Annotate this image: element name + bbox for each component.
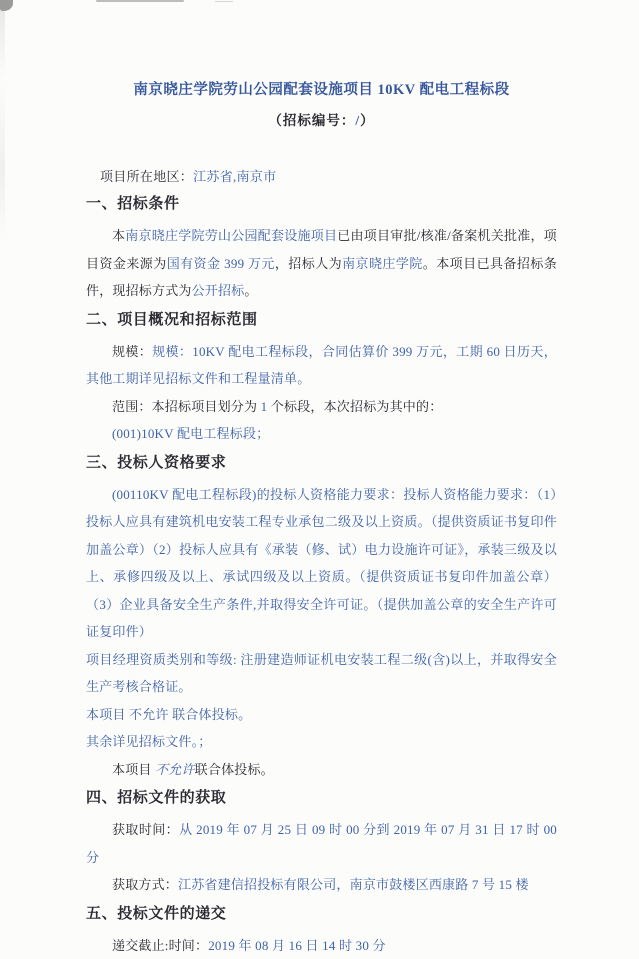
- text-run: (001)10KV 配电工程标段；: [112, 426, 269, 441]
- section-3-heading: [86, 452, 557, 474]
- project-location-line: [100, 165, 557, 189]
- text-run: /: [355, 113, 360, 128]
- text-run: 。本项目已具备招标条件，现招标方式为: [86, 256, 557, 299]
- text-run: 范围：本招标项目划分为: [112, 399, 261, 414]
- section-4-heading: [86, 787, 557, 809]
- text-run: 本项目 不允许 联合体投标。: [86, 707, 251, 722]
- text-run: 。: [244, 283, 257, 298]
- submission-deadline-line: [86, 932, 557, 959]
- text-run: 1: [261, 399, 268, 414]
- section-2-heading: [86, 309, 557, 331]
- text-run: (00110KV 配电工程标段)的投标人资格能力要求：投标人资格能力要求：（1）投标人应具有建筑机电安装工程专业承包二级及以上资质。（提供资质证书复印件加盖公章）（2）投标人应具有《承装（修、试）电力设施许可证》，承装三级及以上、承修四级及以上、承试四级及以上资质。（提供资质证书复印件加盖公章）（3）企业具备安全生产条件,并取得安全许可证。（提供加盖公章的安全生产许可证复印件）: [86, 487, 557, 640]
- obtain-time-line: [86, 816, 557, 871]
- scale-paragraph: [86, 338, 557, 393]
- text-run: 2019 年 08 月 16 日 14 时 30 分: [208, 938, 385, 953]
- scope-paragraph: [86, 393, 557, 421]
- text-run: 江苏省,南京市: [193, 169, 276, 184]
- text-run: 南京晓庄学院劳山公园配套设施项目: [125, 228, 337, 243]
- text-run: 不允许: [155, 762, 195, 777]
- text-run: 本项目: [112, 762, 155, 777]
- lot-line: [86, 420, 557, 448]
- section-1-heading: [86, 193, 557, 215]
- text-run: 项目经理资质类别和等级: 注册建造师证机电安装工程二级(含)以上，并取得安全生产考核合格证。: [86, 652, 557, 695]
- text-run: 二、项目概况和招标范围: [86, 312, 258, 328]
- text-run: 南京晓庄学院: [342, 256, 423, 271]
- consortium-line: [86, 701, 557, 729]
- text-run: 五、投标文件的递交: [86, 906, 226, 922]
- text-run: 递交截止:时间：: [112, 938, 208, 953]
- text-run: 本: [112, 228, 125, 243]
- text-run: 联合体投标。: [195, 762, 274, 777]
- text-run: 已由项目审批/核准/备案机关批准，项目资金来源为: [86, 228, 557, 271]
- text-run: 江苏省建信招投标有限公司，南京市鼓楼区西康路 7 号 15 楼: [178, 877, 529, 892]
- text-run: 四、招标文件的获取: [86, 790, 226, 806]
- section-5-heading: [86, 903, 557, 925]
- text-run: ）: [360, 113, 375, 128]
- other-details-line: [86, 728, 557, 756]
- text-run: （招标编号：: [268, 113, 355, 128]
- text-run: ，招标人为: [275, 256, 342, 271]
- text-run: 个标段，本次招标为其中的：: [267, 399, 442, 414]
- text-run: 获取时间：: [112, 822, 179, 837]
- text-run: 规模：10KV 配电工程标段，合同估算价 399 万元，工期 60 日历天，其他工期详见招标文件和工程量清单。: [86, 344, 557, 387]
- text-run: 一、招标条件: [86, 196, 180, 212]
- bid-number-line: [86, 111, 557, 131]
- text-run: 公开招标: [192, 283, 245, 298]
- project-manager-line: [86, 646, 557, 701]
- text-run: 从 2019 年 07 月 25 日 09 时 00 分到 2019 年 07 月 31 日 17 时 00 分: [86, 822, 557, 865]
- consortium-repeat-line: [86, 756, 557, 784]
- obtain-method-line: [86, 871, 557, 899]
- qualification-paragraph: [86, 481, 557, 646]
- text-run: 规模：: [112, 344, 152, 359]
- text-run: 获取方式：: [112, 877, 178, 892]
- tender-conditions-paragraph: [86, 222, 557, 305]
- text-run: 三、投标人资格要求: [86, 455, 226, 471]
- text-run: 南京晓庄学院劳山公园配套设施项目 10KV 配电工程标段: [133, 82, 509, 98]
- document-title: [86, 80, 557, 101]
- text-run: 国有资金 399 万元: [167, 256, 275, 271]
- text-run: 其余详见招标文件。；: [86, 734, 212, 749]
- text-run: 项目所在地区：: [100, 169, 193, 184]
